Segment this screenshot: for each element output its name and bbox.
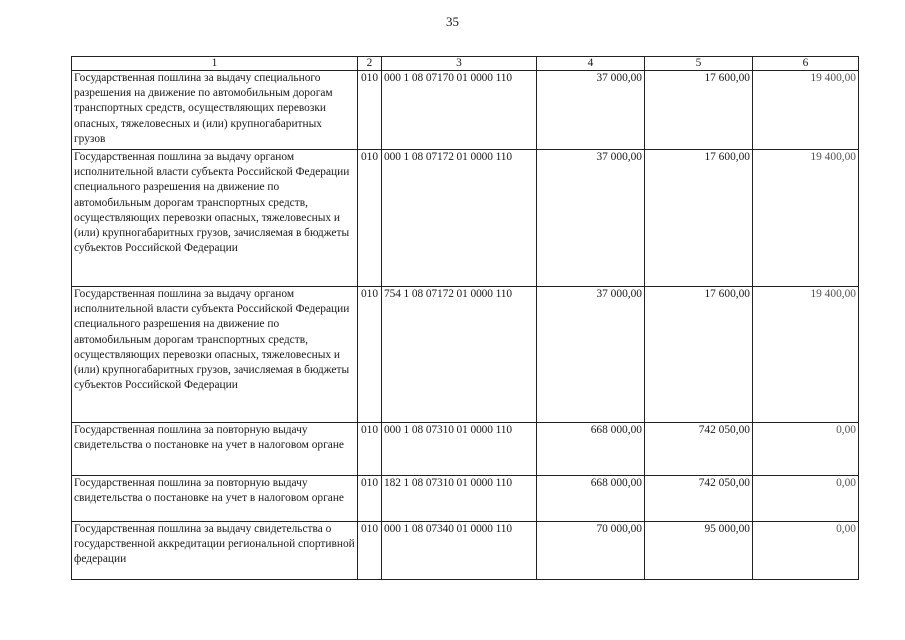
amount-col5-cell: 17 600,00 — [645, 71, 753, 150]
amount-col4-cell: 37 000,00 — [537, 150, 645, 287]
table-row — [72, 150, 859, 287]
amount-col6-cell: 0,00 — [753, 522, 859, 580]
amount-col6-cell: 0,00 — [753, 423, 859, 476]
table-row — [72, 71, 859, 150]
revenue-name-cell: Государственная пошлина за выдачу органом исполнительной власти субъекта Российской Федерации специального разрешения на движение по автомобильным дорогам транспортных средств, осуществляющих перевозки опасных, тяжеловесных и (или) крупногабаритных грузов, зачисляемая в бюджеты субъектов Российской Федерации — [72, 287, 358, 423]
table-row — [72, 287, 859, 423]
amount-col6-cell: 0,00 — [753, 476, 859, 522]
budget-code-cell: 000 1 08 07172 01 0000 110 — [382, 150, 537, 287]
budget-code-cell: 182 1 08 07310 01 0000 110 — [382, 476, 537, 522]
table-row — [72, 476, 859, 522]
amount-col6-cell: 19 400,00 — [753, 71, 859, 150]
revenue-name-cell: Государственная пошлина за выдачу специального разрешения на движение по автомобильным дорогам транспортных средств, осуществляющих перевозки опасных, тяжеловесных и (или) крупногабаритных грузов — [72, 71, 358, 150]
amount-col5-cell: 742 050,00 — [645, 476, 753, 522]
amount-col4-cell: 37 000,00 — [537, 71, 645, 150]
amount-col6-cell: 19 400,00 — [753, 287, 859, 423]
budget-code-cell: 000 1 08 07340 01 0000 110 — [382, 522, 537, 580]
admin-code-cell: 010 — [358, 71, 382, 150]
amount-col5-cell: 95 000,00 — [645, 522, 753, 580]
amount-col4-cell: 70 000,00 — [537, 522, 645, 580]
page-number: 35 — [446, 14, 459, 29]
amount-col4-cell: 668 000,00 — [537, 423, 645, 476]
amount-col5-cell: 742 050,00 — [645, 423, 753, 476]
revenue-name-cell: Государственная пошлина за повторную выдачу свидетельства о постановке на учет в налоговом органе — [72, 476, 358, 522]
revenue-name-cell: Государственная пошлина за повторную выдачу свидетельства о постановке на учет в налоговом органе — [72, 423, 358, 476]
table-row — [72, 522, 859, 580]
amount-col5-cell: 17 600,00 — [645, 287, 753, 423]
budget-code-cell: 754 1 08 07172 01 0000 110 — [382, 287, 537, 423]
admin-code-cell: 010 — [358, 476, 382, 522]
admin-code-cell: 010 — [358, 423, 382, 476]
amount-col6-cell: 19 400,00 — [753, 150, 859, 287]
budget-code-cell: 000 1 08 07310 01 0000 110 — [382, 423, 537, 476]
amount-col4-cell: 668 000,00 — [537, 476, 645, 522]
amount-col4-cell: 37 000,00 — [537, 287, 645, 423]
budget-revenue-table — [71, 56, 859, 580]
column-header: 4 — [537, 57, 645, 71]
column-header: 6 — [753, 57, 859, 71]
budget-code-cell: 000 1 08 07170 01 0000 110 — [382, 71, 537, 150]
column-header: 5 — [645, 57, 753, 71]
table-row — [72, 423, 859, 476]
admin-code-cell: 010 — [358, 150, 382, 287]
revenue-name-cell: Государственная пошлина за выдачу органом исполнительной власти субъекта Российской Федерации специального разрешения на движение по автомобильным дорогам транспортных средств, осуществляющих перевозки опасных, тяжеловесных и (или) крупногабаритных грузов, зачисляемая в бюджеты субъектов Российской Федерации — [72, 150, 358, 287]
amount-col5-cell: 17 600,00 — [645, 150, 753, 287]
admin-code-cell: 010 — [358, 522, 382, 580]
table-header-row — [72, 57, 859, 71]
column-header: 3 — [382, 57, 537, 71]
column-header: 2 — [358, 57, 382, 71]
revenue-name-cell: Государственная пошлина за выдачу свидетельства о государственной аккредитации региональной спортивной федерации — [72, 522, 358, 580]
column-header: 1 — [72, 57, 358, 71]
admin-code-cell: 010 — [358, 287, 382, 423]
